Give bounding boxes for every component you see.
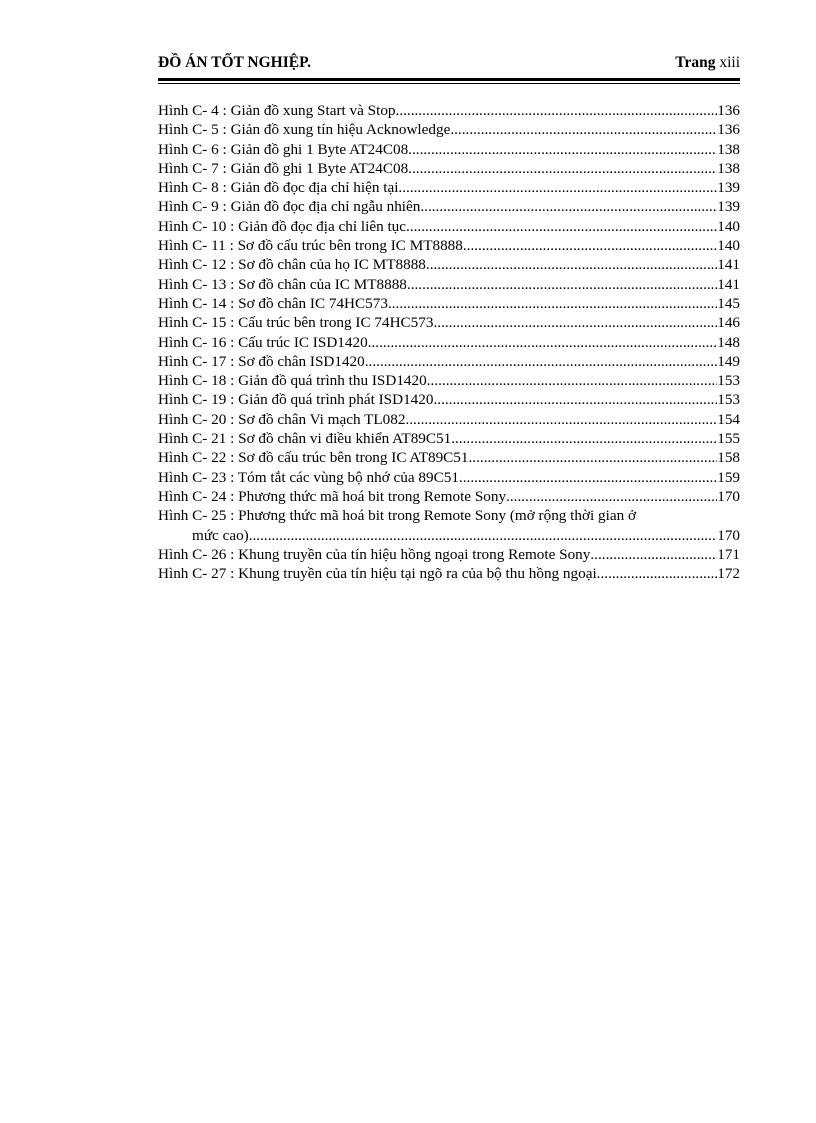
toc-entry: [158, 506, 740, 525]
toc-entry-text: Hình C- 16 : Cấu trúc IC ISD1420: [158, 333, 368, 351]
toc-leader-dots: [398, 178, 717, 197]
toc-entry: [158, 333, 740, 352]
toc-entry-text: Hình C- 12 : Sơ đồ chân của họ IC MT8888: [158, 256, 426, 274]
toc-entry: [158, 294, 740, 313]
table-of-figures: [158, 101, 740, 583]
toc-entry-text: Hình C- 8 : Giản đồ đọc địa chỉ hiện tại: [158, 179, 399, 197]
toc-entry-text: Hình C- 14 : Sơ đồ chân IC 74HC573: [158, 294, 388, 312]
toc-entry-page: 170: [717, 526, 740, 544]
toc-entry-text: Hình C- 26 : Khung truyền của tín hiệu hồng ngoại trong Remote Sony: [158, 545, 591, 563]
toc-leader-dots: [408, 140, 717, 159]
toc-entry-page: 141: [717, 256, 740, 274]
toc-entry-page: 149: [717, 352, 740, 370]
document-title: ĐỒ ÁN TỐT NGHIỆP.: [158, 54, 312, 71]
toc-entry: [158, 178, 740, 197]
toc-leader-dots: [396, 101, 718, 120]
toc-leader-dots: [426, 255, 717, 274]
toc-entry-page: 145: [717, 294, 740, 312]
toc-leader-dots: [451, 429, 717, 448]
toc-entry-page: 140: [717, 217, 740, 235]
toc-leader-dots: [420, 197, 717, 216]
toc-entry-page: 155: [717, 430, 740, 448]
toc-entry-text: Hình C- 27 : Khung truyền của tín hiệu tại ngõ ra của bộ thu hồng ngoại: [158, 565, 597, 583]
toc-entry-page: 141: [717, 275, 740, 293]
toc-entry-text: Hình C- 23 : Tóm tắt các vùng bộ nhớ của 89C51: [158, 468, 459, 486]
toc-entry-page: 136: [717, 102, 740, 119]
toc-entry-page: 138: [717, 140, 740, 158]
toc-entry-page: 153: [717, 391, 740, 409]
toc-entry-text: Hình C- 15 : Cấu trúc bên trong IC 74HC573: [158, 314, 434, 332]
toc-entry: [158, 429, 740, 448]
page-header: [158, 50, 740, 72]
toc-leader-dots: [459, 468, 717, 487]
toc-leader-dots: [405, 410, 717, 429]
toc-entry: [158, 140, 740, 159]
toc-entry: [158, 448, 740, 467]
toc-entry-text: Hình C- 6 : Giản đồ ghi 1 Byte AT24C08: [158, 140, 409, 158]
toc-entry-page: 139: [717, 198, 740, 216]
toc-entry-text: Hình C- 11 : Sơ đồ cấu trúc bên trong IC MT8888: [158, 237, 463, 255]
toc-leader-dots: [408, 159, 717, 178]
toc-entry-page: 170: [717, 487, 740, 505]
document-page: [158, 50, 740, 583]
toc-leader-dots: [450, 120, 717, 139]
toc-leader-dots: [597, 564, 718, 583]
toc-entry-text: Hình C- 4 : Giản đồ xung Start và Stop: [158, 102, 396, 119]
toc-entry: [158, 159, 740, 178]
toc-entry-page: 171: [717, 545, 740, 563]
toc-leader-dots: [368, 333, 718, 352]
toc-entry-text: Hình C- 25 : Phương thức mã hoá bit trong Remote Sony (mở rộng thời gian ở: [158, 507, 637, 525]
toc-leader-dots: [406, 217, 717, 236]
header-rule-thick: [158, 78, 740, 81]
toc-entry-page: 148: [717, 333, 740, 351]
toc-entry: [158, 197, 740, 216]
toc-leader-dots: [506, 487, 717, 506]
toc-entry-text: Hình C- 22 : Sơ đồ cấu trúc bên trong IC AT89C51: [158, 449, 469, 467]
toc-entry: [158, 487, 740, 506]
header-rule-thin: [158, 83, 740, 84]
toc-entry-page: 158: [717, 449, 740, 467]
toc-entry-text: Hình C- 17 : Sơ đồ chân ISD1420: [158, 352, 365, 370]
page-label: Trang: [675, 54, 716, 71]
toc-entry-text: Hình C- 10 : Giản đồ đọc địa chỉ liên tục: [158, 217, 407, 235]
toc-leader-dots: [427, 371, 718, 390]
toc-leader-dots: [590, 545, 717, 564]
toc-leader-dots: [433, 313, 717, 332]
toc-leader-dots: [469, 448, 718, 467]
toc-entry-page: 172: [717, 565, 740, 583]
toc-entry-text: Hình C- 18 : Giản đồ quá trình thu ISD1420: [158, 372, 427, 390]
toc-entry-page: 136: [717, 121, 740, 139]
toc-entry-text: Hình C- 13 : Sơ đồ chân của IC MT8888: [158, 275, 407, 293]
toc-entry-text: Hình C- 5 : Giản đồ xung tín hiệu Acknowledge: [158, 121, 451, 139]
toc-entry: [158, 526, 740, 545]
toc-entry: [158, 468, 740, 487]
toc-entry: [158, 101, 740, 120]
page-number: xiii: [719, 54, 740, 71]
toc-entry-text: Hình C- 19 : Giản đồ quá trình phát ISD1420: [158, 391, 434, 409]
toc-entry: [158, 313, 740, 332]
toc-entry-page: 138: [717, 159, 740, 177]
toc-entry-page: 140: [717, 237, 740, 255]
toc-entry-text: Hình C- 20 : Sơ đồ chân Vi mạch TL082: [158, 410, 406, 428]
toc-entry-text: Hình C- 21 : Sơ đồ chân vi điều khiển AT89C51: [158, 430, 452, 448]
toc-leader-dots: [463, 236, 717, 255]
toc-entry: [158, 564, 740, 583]
toc-leader-dots: [407, 275, 717, 294]
toc-entry: [158, 275, 740, 294]
toc-entry-page: 159: [717, 468, 740, 486]
toc-entry: [158, 255, 740, 274]
toc-leader-dots: [365, 352, 717, 371]
toc-entry: [158, 236, 740, 255]
toc-entry-page: 153: [717, 372, 740, 390]
toc-entry: [158, 217, 740, 236]
page-indicator: [675, 54, 740, 72]
toc-entry-text: Hình C- 7 : Giản đồ ghi 1 Byte AT24C08: [158, 159, 409, 177]
toc-entry-text: Hình C- 24 : Phương thức mã hoá bit trong Remote Sony: [158, 487, 507, 505]
toc-entry-page: 146: [717, 314, 740, 332]
toc-entry: [158, 545, 740, 564]
toc-entry: [158, 390, 740, 409]
toc-entry: [158, 371, 740, 390]
toc-entry-page: 139: [717, 179, 740, 197]
toc-entry-text: mức cao): [192, 526, 249, 544]
toc-entry: [158, 410, 740, 429]
toc-entry: [158, 352, 740, 371]
toc-leader-dots: [249, 526, 718, 545]
toc-leader-dots: [433, 390, 717, 409]
toc-leader-dots: [388, 294, 717, 313]
toc-entry-text: Hình C- 9 : Giản đồ đọc địa chỉ ngẫu nhiên: [158, 198, 421, 216]
toc-entry-page: 154: [717, 410, 740, 428]
toc-entry: [158, 120, 740, 139]
